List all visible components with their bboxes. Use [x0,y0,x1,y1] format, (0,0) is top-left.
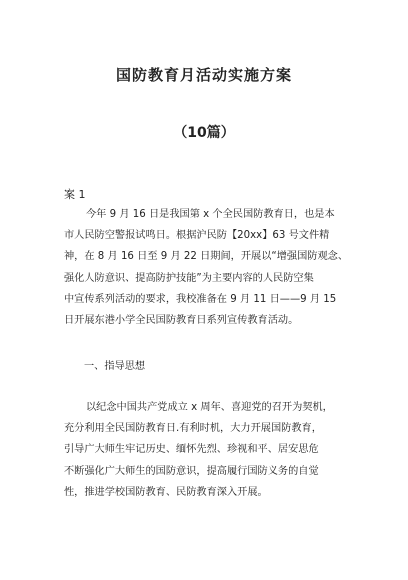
paragraph-line: 中宣传系列活动的要求，我校准备在 9 月 11 日——9 月 15 [64,293,337,305]
case-label: 案 1 [64,188,86,201]
paragraph-line: 以纪念中国共产党成立 x 周年、喜迎党的召开为契机， [86,402,333,413]
document-subtitle: （10篇） [173,125,235,141]
paragraph-line: 今年 9 月 16 日是我国第 x 个全民国防教育日，也是本 [86,209,335,220]
paragraph-line: 充分利用全民国防教育日.有利时机，大力开展国防教育， [64,423,322,435]
paragraph-background [64,204,352,331]
paragraph-line: 市人民防空警报试鸣日。根据沪民防【20xx】63 号文件精 [64,230,330,242]
paragraph-line: 日开展东港小学全民国防教育日系列宣传教育活动。 [64,315,299,327]
paragraph-line: 不断强化广大师生的国防意识，提高履行国防义务的自觉 [64,465,319,477]
paragraph-line: 引导广大师生牢记历史、缅怀先烈、珍视和平、居安思危 [64,444,319,456]
paragraph-line: 强化人防意识、提高防护技能”为主要内容的人民防空集 [64,272,314,284]
paragraph-line: 神，在 8 月 16 日至 9 月 22 日期间，开展以“增强国防观念、 [64,251,349,263]
paragraph-guiding-ideology [64,397,352,503]
document-title: 国防教育月活动实施方案 [115,66,292,84]
section-heading-guiding-ideology: 一、指导思想 [84,361,146,372]
paragraph-line: 性，推进学校国防教育、民防教育深入开展。 [64,486,268,498]
